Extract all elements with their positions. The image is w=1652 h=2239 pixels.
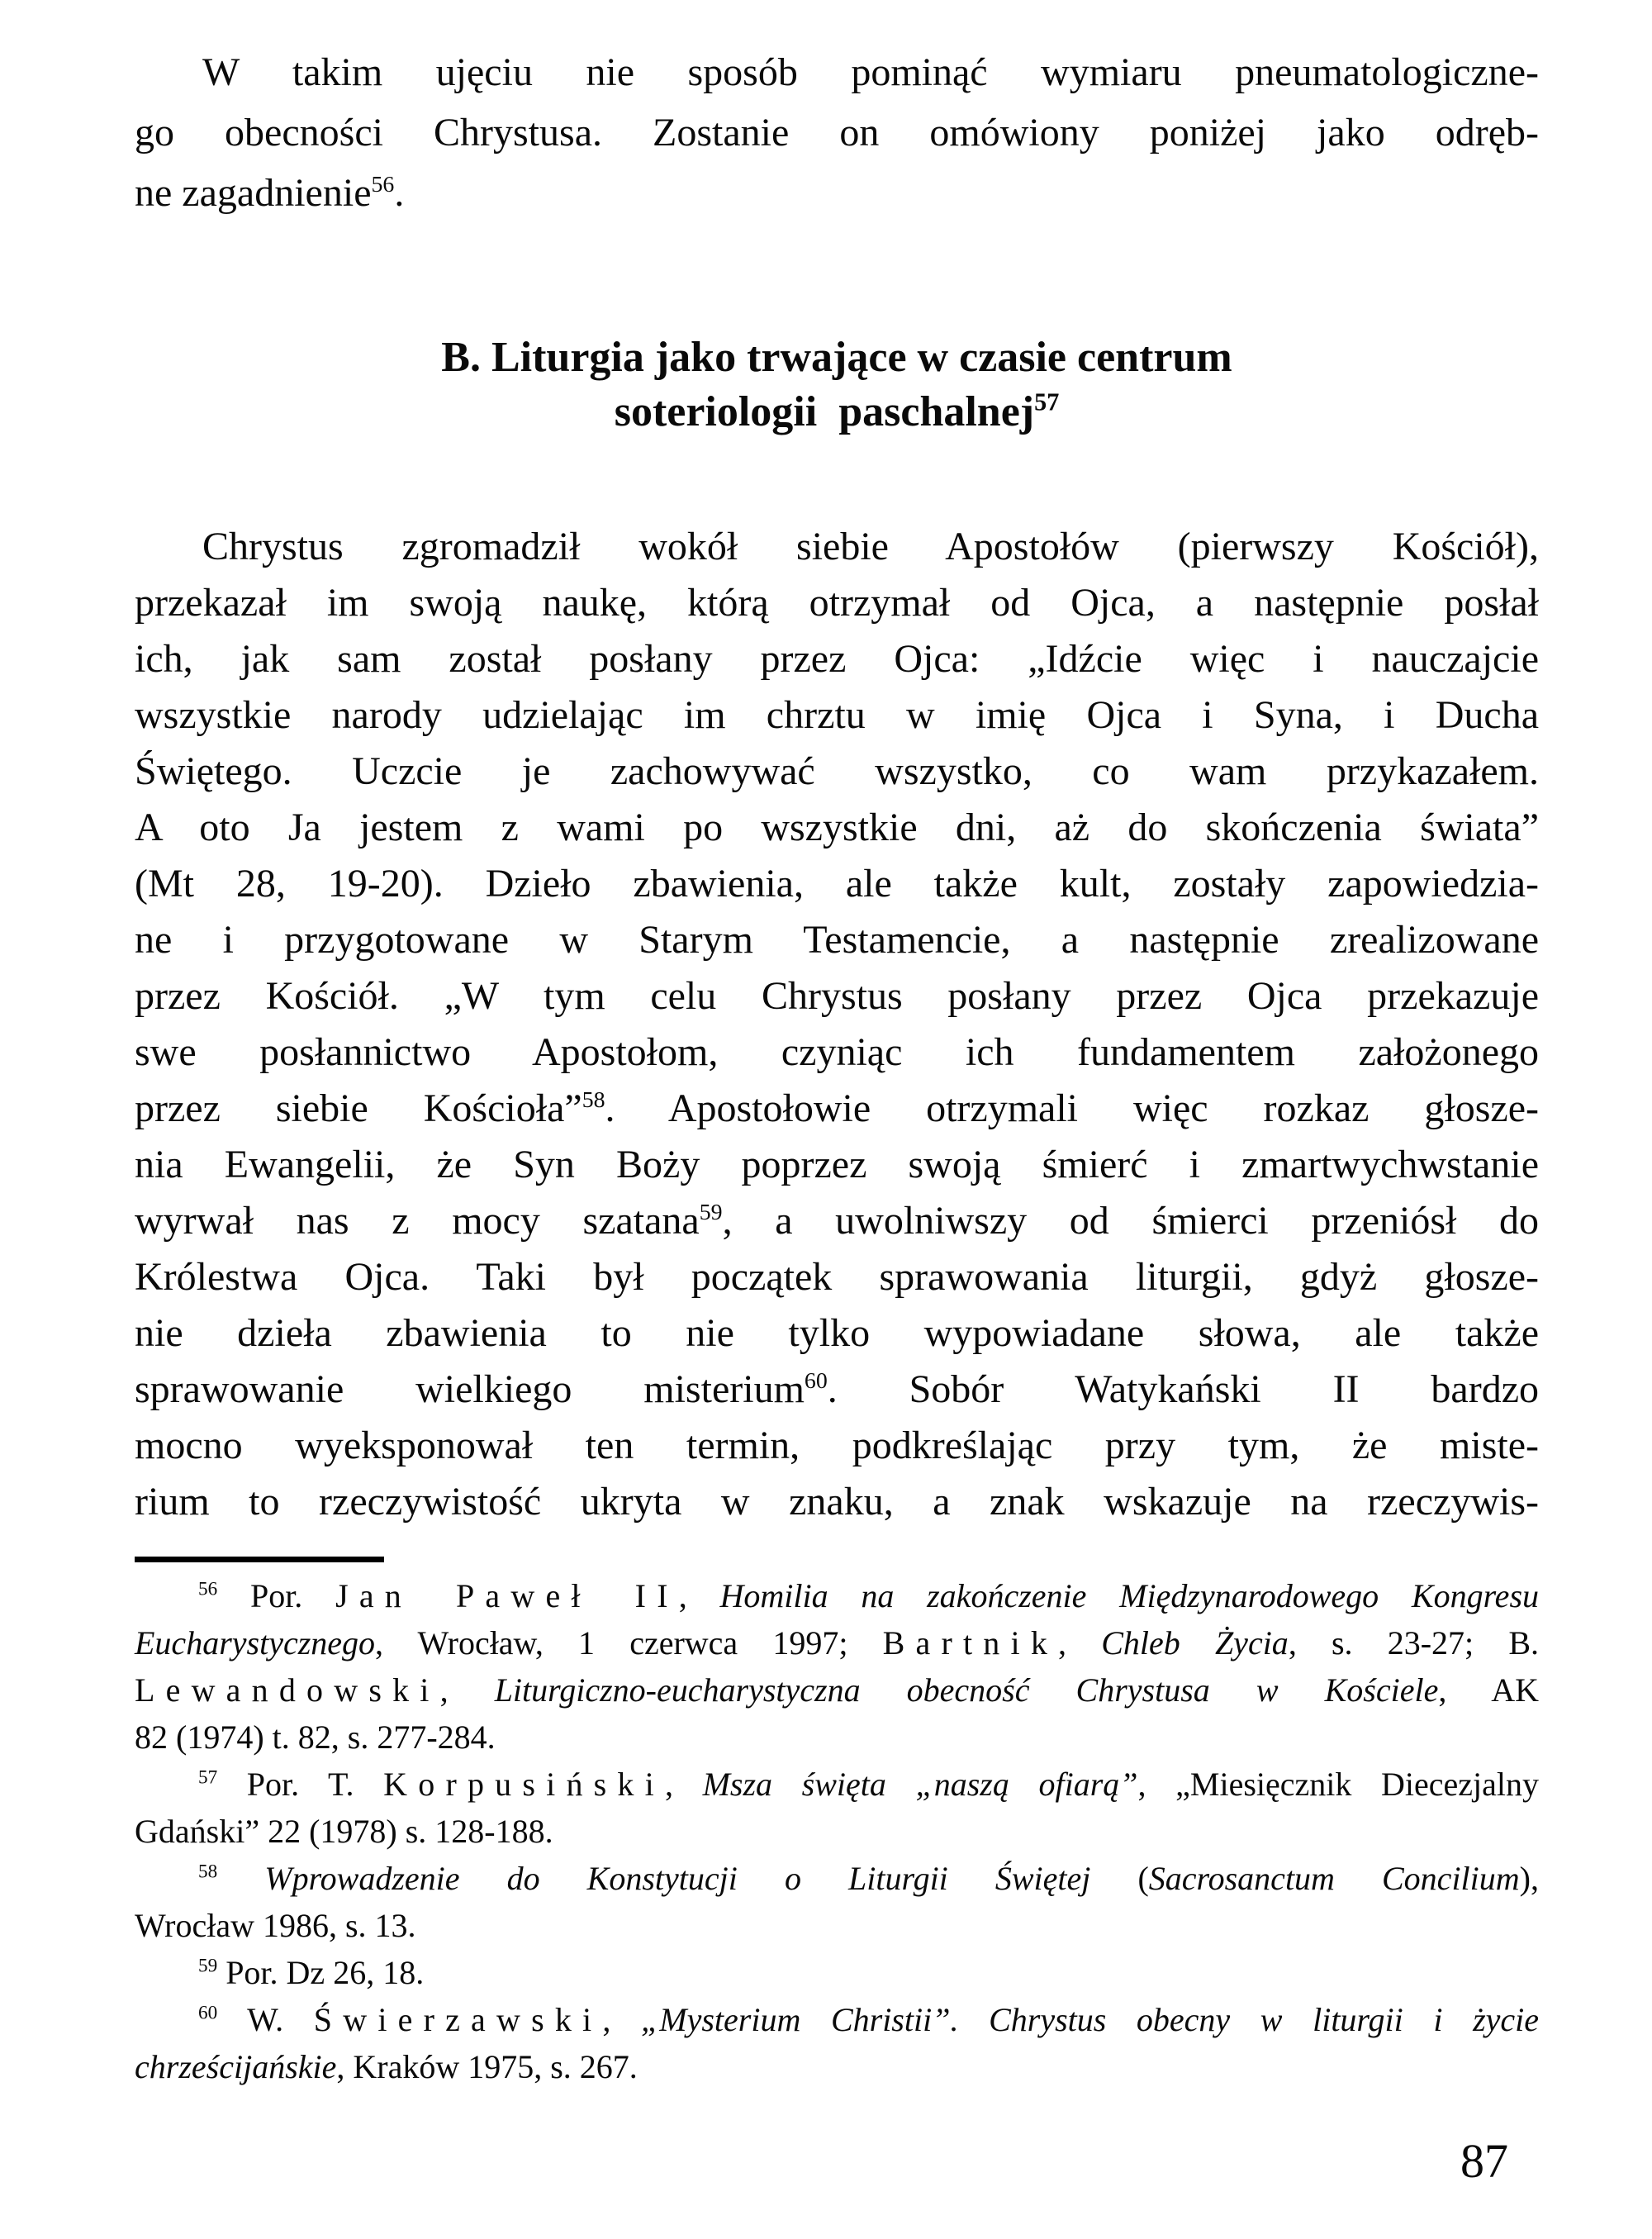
text-segment: Homilia na zakończenie Międzynarodowego Kongresu <box>719 1577 1540 1614</box>
footnote-marker: 59 <box>198 1955 218 1977</box>
text-line <box>135 1808 1539 1855</box>
footnote-marker: 59 <box>699 1200 723 1225</box>
text-segment: Królestwa Ojca. Taki był początek sprawowania liturgii, gdyż głosze- <box>135 1255 1539 1299</box>
text-segment: Korpusiński <box>383 1766 665 1803</box>
footnote-marker: 56 <box>371 172 395 197</box>
text-line <box>135 385 1539 440</box>
text-segment: (Mt 28, 19-20). Dzieło zbawienia, ale także kult, zostały zapowiedzia- <box>135 862 1539 906</box>
text-segment: mocno wyeksponował ten termin, podkreślając przy tym, że miste- <box>135 1424 1539 1467</box>
text-line <box>135 1902 1539 1949</box>
page-number: 87 <box>1460 2134 1508 2188</box>
text-segment: wyrwał nas z mocy szatana <box>135 1199 700 1243</box>
text-line <box>135 2043 1539 2090</box>
text-segment: , Kraków 1975, s. 267. <box>336 2048 638 2085</box>
text-line <box>135 1619 1539 1666</box>
text-segment: nie dzieła zbawienia to nie tylko wypowiadane słowa, ale także <box>135 1311 1539 1355</box>
text-segment: Liturgiczno-eucharystyczna obecność Chrystusa w Kościele <box>494 1671 1439 1709</box>
text-segment: , <box>678 1577 720 1614</box>
text-line <box>135 912 1539 968</box>
text-segment: Świętego. Uczcie je zachowywać wszystko, co wam przykazałem. <box>135 749 1539 793</box>
footnote-marker: 57 <box>1034 387 1060 416</box>
text-segment: Por. T. <box>217 1766 384 1803</box>
text-segment: sprawowanie wielkiego misterium <box>135 1367 805 1411</box>
text-line <box>135 330 1539 385</box>
intro-paragraph <box>135 42 1539 223</box>
text-segment: , <box>439 1671 495 1709</box>
text-segment: go obecności Chrystusa. Zostanie on omówiony poniżej jako odręb- <box>135 111 1539 154</box>
text-segment: , <box>602 2001 642 2038</box>
text-line <box>135 1137 1539 1193</box>
text-segment: , AK <box>1438 1671 1539 1709</box>
text-line <box>135 1193 1539 1249</box>
text-segment: . Apostołowie otrzymali więc rozkaz głosze- <box>605 1086 1539 1130</box>
text-segment: 82 (1974) t. 82, s. 277-284. <box>135 1718 496 1756</box>
footnote-marker: 56 <box>198 1578 218 1600</box>
text-segment <box>217 1860 264 1897</box>
text-segment: W takim ujęciu nie sposób pominąć wymiaru pneumatologiczne- <box>202 50 1539 94</box>
text-line <box>135 575 1539 631</box>
text-line <box>135 1418 1539 1474</box>
text-segment: Msza święta „naszą ofiarą” <box>702 1766 1138 1803</box>
body-paragraph <box>135 519 1539 1530</box>
text-segment: Por. <box>217 1577 336 1614</box>
text-segment: swe posłannictwo Apostołom, czyniąc ich fundamentem założonego <box>135 1030 1539 1074</box>
text-segment: , „Miesięcznik Diecezjalny <box>1137 1766 1539 1803</box>
text-line <box>135 1081 1539 1137</box>
text-line <box>135 42 1539 102</box>
text-line <box>135 1249 1539 1305</box>
text-line <box>135 1024 1539 1081</box>
text-line <box>135 968 1539 1024</box>
text-line <box>135 1714 1539 1761</box>
text-line <box>135 800 1539 856</box>
text-segment: Wprowadzenie do Konstytucji o Liturgii Świętej <box>264 1860 1091 1897</box>
text-line <box>135 1474 1539 1530</box>
text-line <box>135 1855 1539 1902</box>
text-segment: , Wrocław, 1 czerwca 1997; <box>375 1624 883 1661</box>
text-segment: , a uwolniwszy od śmierci przeniósł do <box>722 1199 1539 1243</box>
text-segment: „Mysterium Christii”. Chrystus obecny w liturgii i życie <box>641 2001 1540 2038</box>
text-line <box>135 744 1539 800</box>
text-segment: Chrystus zgromadził wokół siebie Apostołów (pierwszy Kościół), <box>202 525 1539 568</box>
text-line <box>135 519 1539 575</box>
text-segment: ne i przygotowane w Starym Testamencie, a następnie zrealizowane <box>135 918 1539 962</box>
text-segment: . <box>394 171 405 215</box>
text-segment: Por. Dz 26, 18. <box>217 1954 425 1991</box>
text-segment: Chleb Życia <box>1101 1624 1289 1661</box>
text-segment: ne zagadnienie <box>135 171 372 215</box>
text-segment: przez siebie Kościoła” <box>135 1086 582 1130</box>
text-line <box>135 856 1539 912</box>
text-segment: nia Ewangelii, że Syn Boży poprzez swoją śmierć i zmartwychwstanie <box>135 1143 1539 1186</box>
text-segment: Gdański” 22 (1978) s. 128-188. <box>135 1813 553 1850</box>
text-segment: Bartnik <box>882 1624 1059 1661</box>
text-segment: Wrocław 1986, s. 13. <box>135 1907 416 1944</box>
footnote-separator-rule <box>135 1557 384 1562</box>
footnotes-section <box>135 1572 1539 2090</box>
text-line <box>135 631 1539 687</box>
text-segment: A oto Ja jestem z wami po wszystkie dni, aż do skończenia świata” <box>135 806 1539 849</box>
text-line <box>135 1996 1539 2043</box>
text-segment: ), <box>1519 1860 1539 1897</box>
text-segment: wszystkie narody udzielając im chrztu w imię Ojca i Syna, i Ducha <box>135 693 1539 737</box>
text-line <box>135 102 1539 163</box>
text-segment: Jan Paweł II <box>335 1577 679 1614</box>
text-line <box>135 1761 1539 1808</box>
text-line <box>135 1572 1539 1619</box>
text-line <box>135 163 1539 223</box>
text-line <box>135 687 1539 744</box>
footnote-marker: 58 <box>198 1861 218 1883</box>
text-segment: Eucharystycznego <box>135 1624 376 1661</box>
text-line <box>135 1949 1539 1996</box>
section-heading <box>135 330 1539 440</box>
text-segment: , <box>1058 1624 1102 1661</box>
text-segment: Świerzawski <box>313 2001 603 2038</box>
text-segment: W. <box>217 2001 314 2038</box>
text-segment: Lewandowski <box>135 1671 440 1709</box>
footnote-marker: 60 <box>198 2002 218 2024</box>
text-line <box>135 1666 1539 1714</box>
text-segment: przez Kościół. „W tym celu Chrystus posłany przez Ojca przekazuje <box>135 974 1539 1018</box>
text-segment: chrześcijańskie <box>135 2048 337 2085</box>
text-segment: Sacrosanctum Concilium <box>1148 1860 1520 1897</box>
text-segment: . Sobór Watykański II bardzo <box>827 1367 1539 1411</box>
text-segment: ich, jak sam został posłany przez Ojca: „Idźcie więc i nauczajcie <box>135 637 1539 681</box>
text-segment: rium to rzeczywistość ukryta w znaku, a znak wskazuje na rzeczywis- <box>135 1480 1539 1524</box>
text-segment: przekazał im swoją naukę, którą otrzymał od Ojca, a następnie posłał <box>135 581 1539 625</box>
text-segment: , s. 23-27; B. <box>1288 1624 1540 1661</box>
text-line <box>135 1362 1539 1418</box>
text-segment: , <box>664 1766 703 1803</box>
footnote-marker: 58 <box>582 1087 605 1113</box>
text-line <box>135 1305 1539 1362</box>
footnote-marker: 60 <box>804 1368 828 1394</box>
text-segment: soteriologii paschalnej <box>614 388 1035 435</box>
text-segment: ( <box>1090 1860 1149 1897</box>
text-segment: B. Liturgia jako trwające w czasie centrum <box>441 334 1232 381</box>
footnote-marker: 57 <box>198 1766 218 1789</box>
